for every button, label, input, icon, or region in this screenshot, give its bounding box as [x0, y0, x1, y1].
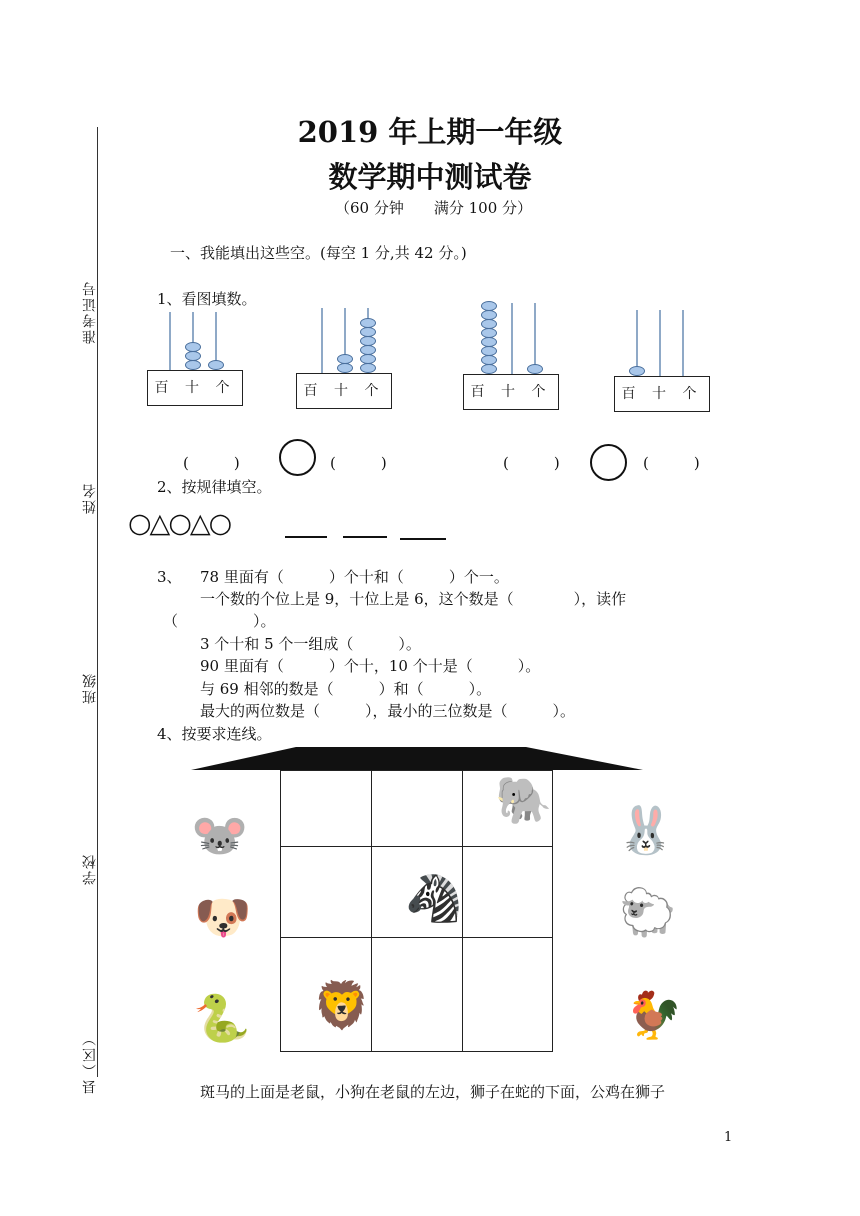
rabbit-icon[interactable]: 🐰 — [617, 803, 675, 857]
answer-paren-3[interactable]: ( ) — [503, 454, 560, 472]
binding-line — [97, 127, 98, 1077]
lion-icon[interactable]: 🦁 — [313, 978, 371, 1032]
q1-label: 1、看图填数。 — [157, 290, 257, 308]
grid-cell[interactable] — [462, 846, 553, 938]
abacus-rod — [682, 310, 684, 376]
snake-icon[interactable]: 🐍 — [193, 991, 251, 1045]
pattern-blank-2[interactable] — [343, 536, 387, 538]
abacus-rod — [659, 310, 661, 376]
abacus-bead — [185, 360, 201, 370]
q3-label: 3、 — [157, 568, 182, 586]
abacus-bead — [481, 337, 497, 347]
school-label: 学校 — [82, 853, 98, 885]
abacus-bead — [360, 336, 376, 346]
section-1-heading: 一、我能填出这些空。(每空 1 分,共 42 分。) — [170, 244, 467, 262]
abacus-bead — [629, 366, 645, 376]
q4-label: 4、按要求连线。 — [157, 725, 272, 743]
abacus-bead — [360, 345, 376, 355]
pattern-shapes: ○△○△○ — [128, 508, 231, 539]
exam-number-label: 准考证号 — [82, 280, 98, 344]
abacus-bead — [527, 364, 543, 374]
class-label: 班级 — [82, 672, 98, 704]
q3-line-2: 一个数的个位上是 9，十位上是 6，这个数是（ ），读作 — [200, 590, 627, 608]
q4-footer-text: 斑马的上面是老鼠，小狗在老鼠的左边，狮子在蛇的下面，公鸡在狮子 — [200, 1083, 666, 1101]
abacus-bead — [481, 310, 497, 320]
abacus-bead — [481, 355, 497, 365]
abacus-base: 百 十 个 — [296, 373, 392, 409]
name-label: 姓名 — [82, 482, 98, 514]
abacus-base: 百 十 个 — [463, 374, 559, 410]
abacus-bead — [208, 360, 224, 370]
abacus-bead — [360, 354, 376, 364]
abacus-base: 百 十 个 — [147, 370, 243, 406]
abacus-bead — [481, 301, 497, 311]
compare-circle-2[interactable] — [590, 444, 627, 481]
abacus-bead — [360, 327, 376, 337]
house-roof — [188, 745, 648, 773]
answer-paren-1[interactable]: ( ) — [183, 454, 240, 472]
county-label: 县（区） — [82, 1030, 98, 1094]
pattern-blank-1[interactable] — [285, 536, 327, 538]
grid-cell[interactable] — [280, 846, 372, 938]
page-number: 1 — [724, 1130, 733, 1145]
q3-line-4: 3 个十和 5 个一组成（ ）。 — [200, 635, 421, 653]
grid-cell[interactable] — [280, 770, 372, 847]
abacus-bead — [481, 319, 497, 329]
rooster-icon[interactable]: 🐓 — [625, 988, 683, 1042]
abacus-bead — [185, 342, 201, 352]
abacus-bead — [337, 354, 353, 364]
q3-line-3: （ ）。 — [163, 612, 276, 630]
sheep-icon[interactable]: 🐑 — [619, 885, 677, 939]
q2-label: 2、按规律填空。 — [157, 478, 272, 496]
subtitle: （60 分钟 满分 100 分） — [335, 199, 533, 217]
elephant-icon[interactable]: 🐘 — [495, 773, 553, 827]
abacus-rod — [169, 312, 171, 370]
abacus-bead — [481, 328, 497, 338]
answer-paren-2[interactable]: ( ) — [330, 454, 387, 472]
compare-circle-1[interactable] — [279, 439, 316, 476]
abacus-bead — [360, 363, 376, 373]
dog-icon[interactable]: 🐶 — [194, 890, 252, 944]
grid-cell[interactable] — [371, 937, 463, 1052]
abacus-bead — [360, 318, 376, 328]
abacus-base: 百 十 个 — [614, 376, 710, 412]
abacus-bead — [337, 363, 353, 373]
grid-cell[interactable] — [371, 770, 463, 847]
pattern-blank-3[interactable] — [400, 538, 446, 540]
title-line-1: 2019 年上期一年级 — [297, 115, 563, 149]
zebra-icon[interactable]: 🦓 — [405, 871, 463, 925]
title-line-2: 数学期中测试卷 — [328, 160, 532, 194]
q3-line-7: 最大的两位数是（ ），最小的三位数是（ ）。 — [200, 702, 576, 720]
grid-cell[interactable] — [462, 937, 553, 1052]
abacus-bead — [185, 351, 201, 361]
mouse-icon[interactable]: 🐭 — [191, 808, 249, 862]
q3-line-5: 90 里面有（ ）个十，10 个十是（ ）。 — [200, 657, 541, 675]
q3-line-1: 78 里面有（ ）个十和（ ）个一。 — [200, 568, 509, 586]
abacus-bead — [481, 364, 497, 374]
abacus-rod — [511, 303, 513, 374]
q3-line-6: 与 69 相邻的数是（ ）和（ ）。 — [200, 680, 492, 698]
abacus-bead — [481, 346, 497, 356]
abacus-rod — [321, 308, 323, 373]
answer-paren-4[interactable]: ( ) — [643, 454, 700, 472]
